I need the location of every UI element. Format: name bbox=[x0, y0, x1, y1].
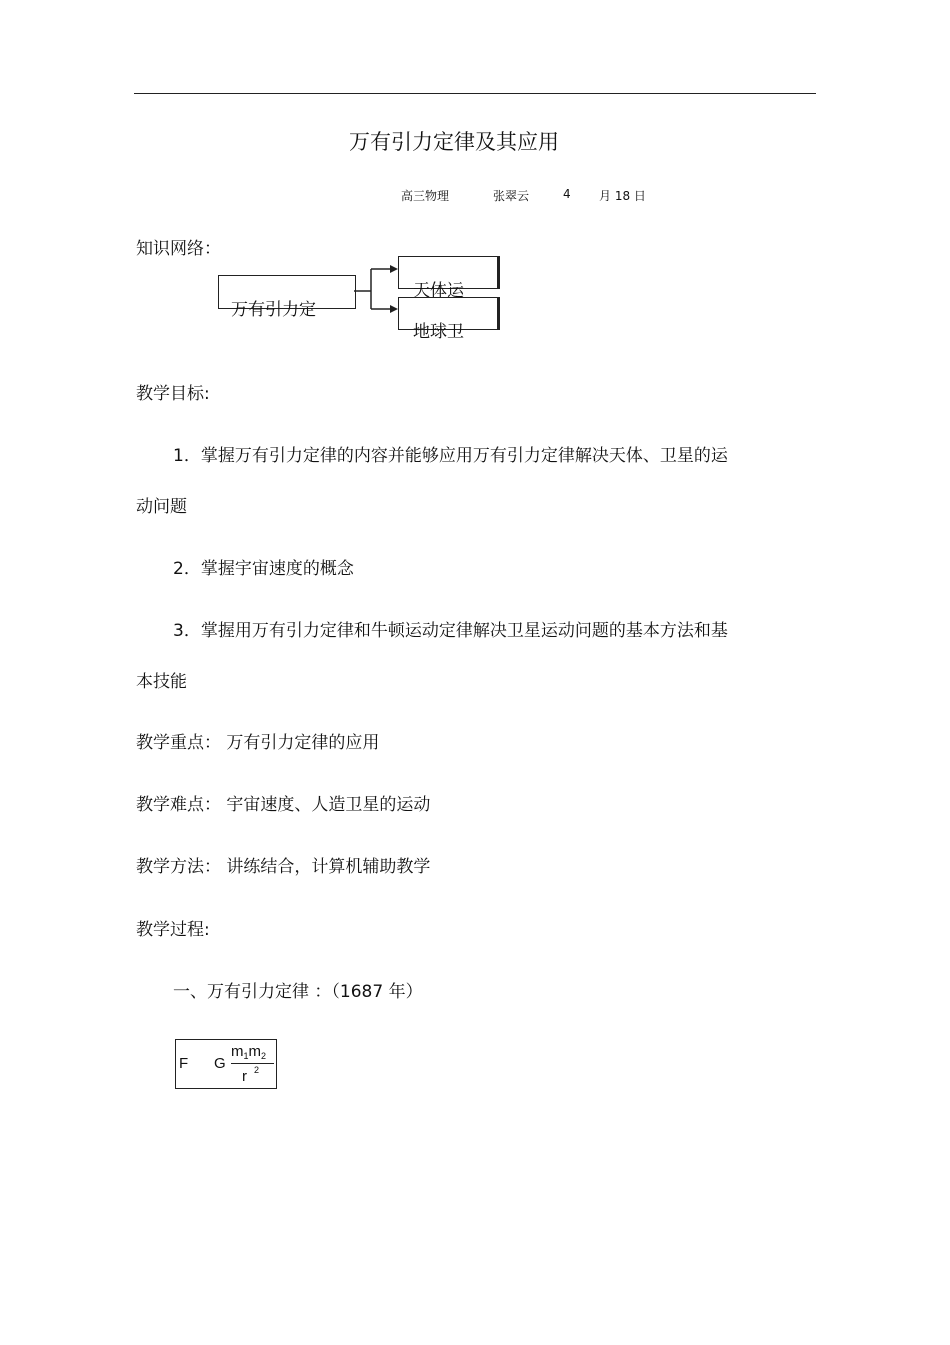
formula-fraction-bar bbox=[231, 1063, 274, 1064]
objectives-heading: 教学目标: bbox=[136, 384, 210, 404]
network-connector-arrows bbox=[354, 260, 404, 316]
formula-F: F bbox=[179, 1055, 189, 1072]
teaching-method: 教学方法： 讲练结合，计算机辅助教学 bbox=[136, 857, 431, 877]
objective-3-line-2: 本技能 bbox=[136, 672, 187, 692]
network-heading: 知识网络： bbox=[136, 239, 221, 259]
formula-G: G bbox=[214, 1055, 226, 1072]
document-title: 万有引力定律及其应用 bbox=[349, 130, 559, 154]
objective-3-line-1: 3．掌握用万有引力定律和牛顿运动定律解决卫星运动问题的基本方法和基 bbox=[173, 621, 728, 641]
process-heading: 教学过程: bbox=[136, 920, 210, 940]
byline-author: 张翠云 bbox=[493, 189, 530, 203]
byline-subject: 高三物理 bbox=[401, 189, 450, 203]
formula-exponent: 2 bbox=[254, 1065, 260, 1075]
byline-month: 4 bbox=[563, 187, 571, 201]
network-branch-a-label: 天体运 bbox=[413, 281, 464, 301]
objective-2: 2．掌握宇宙速度的概念 bbox=[173, 559, 354, 579]
top-rule bbox=[134, 93, 816, 94]
formula-denominator-r: r bbox=[242, 1068, 247, 1085]
formula-numerator: $m_1m_2$ bbox=[231, 1043, 267, 1061]
objective-1-line-1: 1．掌握万有引力定律的内容并能够应用万有引力定律解决天体、卫星的运 bbox=[173, 446, 728, 466]
difficulty: 教学难点： 宇宙速度、人造卫星的运动 bbox=[136, 795, 431, 815]
section-1-heading: 一、万有引力定律 ：（1687 年） bbox=[173, 982, 423, 1002]
network-branch-b-label: 地球卫 bbox=[413, 322, 464, 342]
network-root-label: 万有引力定 bbox=[231, 300, 316, 320]
byline-day: 月 18 日 bbox=[599, 189, 646, 203]
gravitation-formula bbox=[175, 1039, 277, 1089]
key-point: 教学重点： 万有引力定律的应用 bbox=[136, 733, 380, 753]
objective-1-line-2: 动问题 bbox=[136, 497, 187, 517]
